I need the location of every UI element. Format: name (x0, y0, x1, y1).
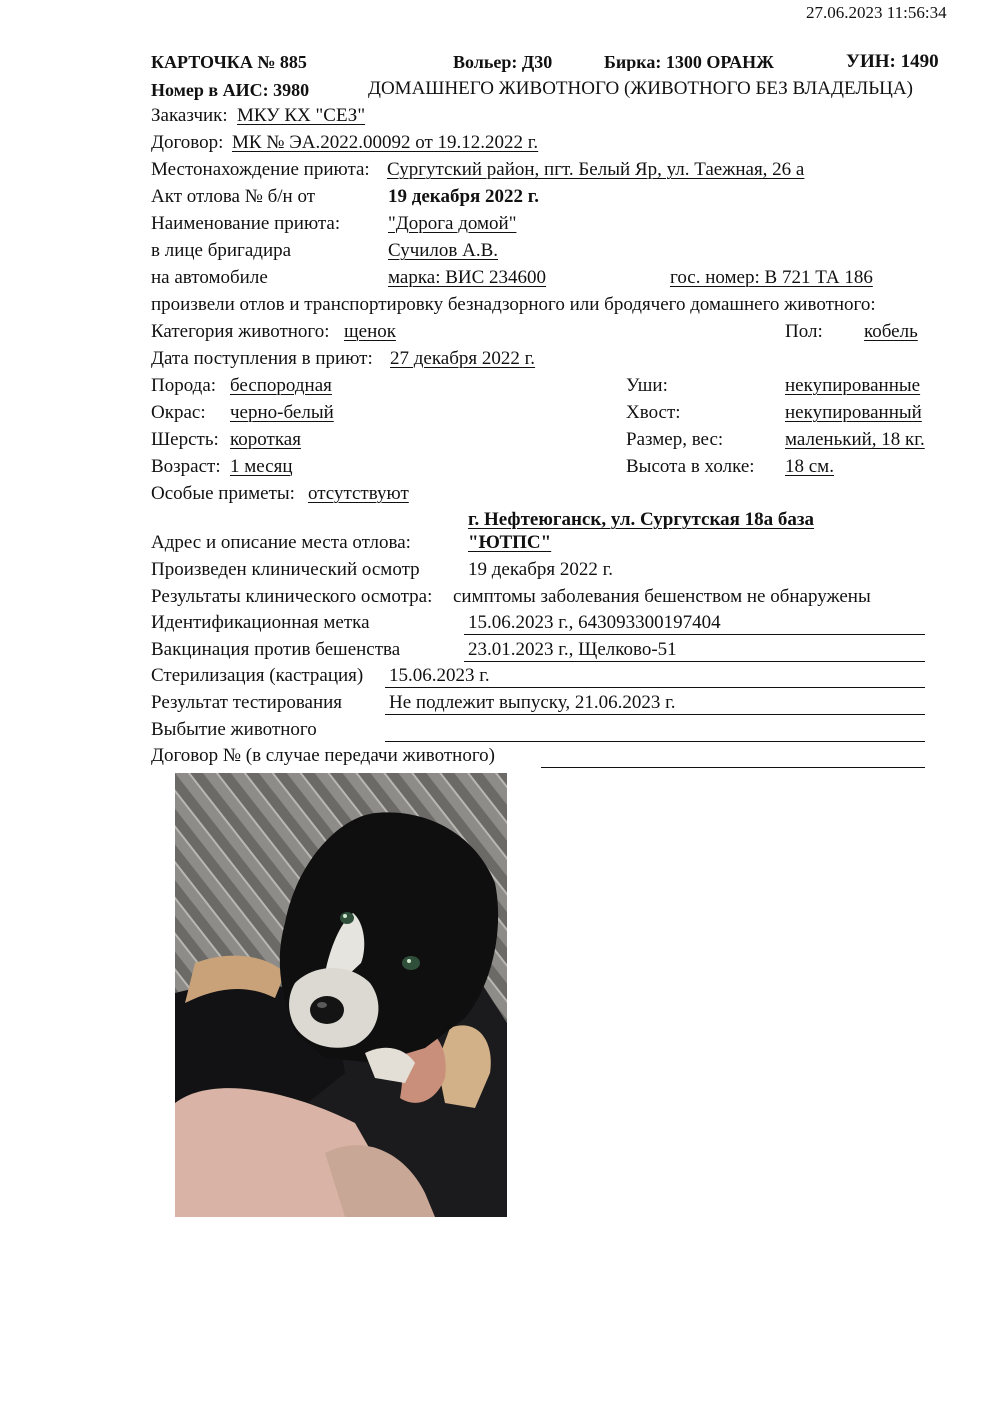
test-result-label: Результат тестирования (151, 692, 343, 713)
age-value: 1 месяц (230, 456, 293, 477)
fur-label: Шерсть: (151, 429, 219, 450)
arrival-value: 27 декабря 2022 г. (390, 348, 536, 369)
car-number: гос. номер: В 721 ТА 186 (670, 267, 873, 288)
vaccine-underline (464, 661, 925, 662)
marks-label: Особые приметы: (151, 483, 295, 504)
vaccine-label: Вакцинация против бешенства (151, 639, 401, 660)
departure-label: Выбытие животного (151, 719, 317, 740)
location-label: Местонахождение приюта: (151, 159, 370, 180)
departure-underline (385, 741, 925, 742)
exam-label: Произведен клинический осмотр (151, 559, 420, 580)
exam-result-value: симптомы заболевания бешенством не обнаружены (453, 586, 871, 607)
id-tag-value: 15.06.2023 г., 643093300197404 (468, 612, 721, 633)
size-label: Размер, вес: (626, 429, 724, 450)
sterilization-underline (385, 687, 925, 688)
catch-act-label: Акт отлова № б/н от (151, 186, 316, 207)
color-label: Окрас: (151, 402, 206, 423)
dog-photo-illustration (175, 773, 507, 1217)
vaccine-value: 23.01.2023 г., Щелково-51 (468, 639, 677, 660)
breed-label: Порода: (151, 375, 217, 396)
id-tag-underline (464, 634, 925, 635)
height-label: Высота в холке: (626, 456, 755, 477)
id-tag-label: Идентификационная метка (151, 612, 370, 633)
age-label: Возраст: (151, 456, 221, 477)
tail-label: Хвост: (626, 402, 681, 423)
size-value: маленький, 18 кг. (785, 429, 925, 450)
contract-label: Договор: (151, 132, 224, 153)
exam-result-label: Результаты клинического осмотра: (151, 586, 433, 607)
customer-label: Заказчик: (151, 105, 228, 126)
breed-value: беспородная (230, 375, 332, 396)
color-value: черно-белый (230, 402, 334, 423)
catch-address-line2: "ЮТПС" (468, 532, 552, 553)
height-value: 18 см. (785, 456, 834, 477)
performed-text: произвели отлов и транспортировку безнадзорного или бродячего домашнего животного: (151, 294, 876, 315)
brigadier-value: Сучилов А.В. (388, 240, 499, 261)
ears-label: Уши: (626, 375, 668, 396)
sex-label: Пол: (785, 321, 823, 342)
shelter-label: Наименование приюта: (151, 213, 341, 234)
enclosure: Вольер: Д30 (453, 52, 553, 72)
catch-address-label: Адрес и описание места отлова: (151, 532, 411, 553)
car-brand: марка: ВИС 234600 (388, 267, 547, 288)
category-label: Категория животного: (151, 321, 330, 342)
marks-value: отсутствуют (308, 483, 409, 504)
contract-value: МК № ЭА.2022.00092 от 19.12.2022 г. (232, 132, 539, 153)
uin: УИН: 1490 (846, 51, 939, 72)
ais-number: Номер в АИС: 3980 (151, 80, 310, 100)
exam-value: 19 декабря 2022 г. (468, 559, 614, 580)
catch-act-date: 19 декабря 2022 г. (388, 186, 540, 207)
sex-value: кобель (864, 321, 918, 342)
arrival-label: Дата поступления в приют: (151, 348, 373, 369)
ears-value: некупированные (785, 375, 921, 396)
brigadier-label: в лице бригадира (151, 240, 292, 261)
category-value: щенок (344, 321, 396, 342)
shelter-value: "Дорога домой" (388, 213, 517, 234)
catch-address-line1: г. Нефтеюганск, ул. Сургутская 18а база (468, 509, 815, 530)
fur-value: короткая (230, 429, 301, 450)
tag: Бирка: 1300 ОРАНЖ (604, 53, 774, 71)
dog-photo (175, 773, 507, 1217)
location-value: Сургутский район, пгт. Белый Яр, ул. Таежная, 26 а (387, 159, 805, 180)
sterilization-value: 15.06.2023 г. (389, 665, 490, 686)
test-result-underline (385, 714, 925, 715)
card-number: КАРТОЧКА № 885 (151, 52, 307, 72)
print-timestamp: 27.06.2023 11:56:34 (806, 3, 947, 22)
customer-value: МКУ КХ "СЕЗ" (237, 105, 366, 126)
sterilization-label: Стерилизация (кастрация) (151, 665, 364, 686)
document-title: ДОМАШНЕГО ЖИВОТНОГО (ЖИВОТНОГО БЕЗ ВЛАДЕЛЬЦА) (368, 78, 913, 99)
transfer-contract-underline (541, 767, 925, 768)
test-result-value: Не подлежит выпуску, 21.06.2023 г. (389, 692, 676, 713)
tail-value: некупированный (785, 402, 922, 423)
transfer-contract-label: Договор № (в случае передачи животного) (151, 745, 495, 766)
car-label: на автомобиле (151, 267, 268, 288)
